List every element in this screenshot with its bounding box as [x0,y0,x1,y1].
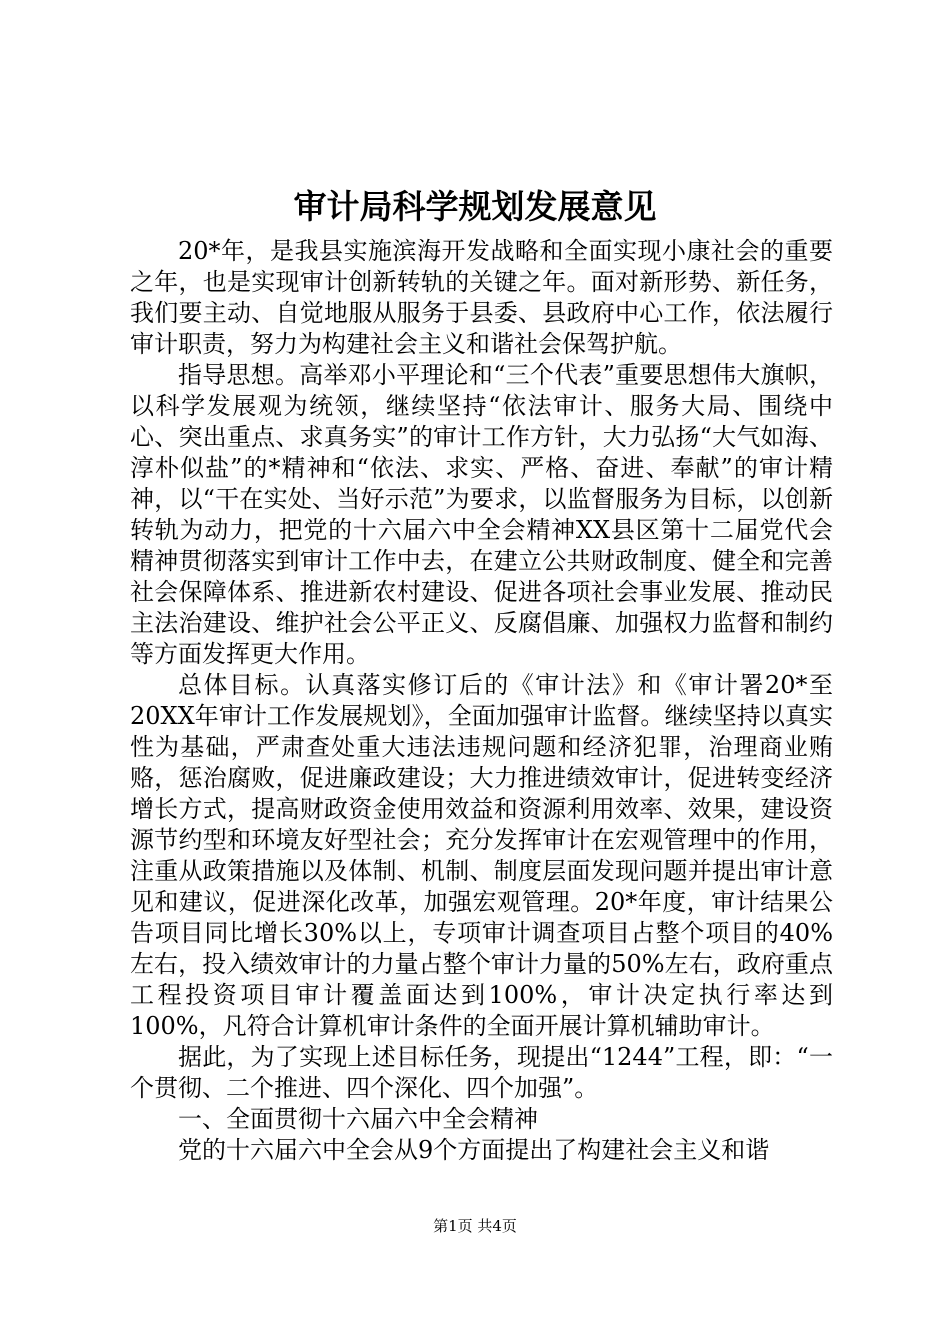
paragraph-guiding-thought: 指导思想。高举邓小平理论和“三个代表”重要思想伟大旗帜，以科学发展观为统领，继续坚持“依法审计、服务大局、围绕中心、突出重点、求真务实”的审计工作方针，大力弘扬“大气如海、淳朴似盐”的*精神和“依法、求实、严格、奋进、奉献”的审计精神，以“干在实处、当好示范”为要求，以监督服务为目标，以创新转轨为动力，把党的十六届六中全会精神XX县区第十二届党代会精神贯彻落实到审计工作中去，在建立公共财政制度、健全和完善社会保障体系、推进新农村建设、促进各项社会事业发展、推动民主法治建设、维护社会公平正义、反腐倡廉、加强权力监督和制约等方面发挥更大作用。 [130,361,833,668]
section-heading-1: 一、全面贯彻十六届六中全会精神 [178,1105,538,1133]
paragraph-intro: 20*年，是我县实施滨海开发战略和全面实现小康社会的重要之年，也是实现审计创新转轨的关键之年。面对新形势、新任务，我们要主动、自觉地服从服务于县委、县政府中心工作，依法履行审计职责，努力为构建社会主义和谐社会保驾护航。 [130,237,833,358]
document-title: 审计局科学规划发展意见 [293,187,657,226]
paragraph-overall-goal: 总体目标。认真落实修订后的《审计法》和《审计署20*至20XX年审计工作发展规划》，全面加强审计监督。继续坚持以真实性为基础，严肃查处重大违法违规问题和经济犯罪，治理商业贿赂，惩治腐败，促进廉政建设；大力推进绩效审计，促进转变经济增长方式，提高财政资金使用效益和资源利用效率、效果，建设资源节约型和环境友好型社会；充分发挥审计在宏观管理中的作用，注重从政策措施以及体制、机制、制度层面发现问题并提出审计意见和建议，促进深化改革，加强宏观管理。20*年度，审计结果公告项目同比增长30%以上，专项审计调查项目占整个项目的40%左右，投入绩效审计的力量占整个审计力量的50%左右，政府重点工程投资项目审计覆盖面达到100%，审计决定执行率达到100%，凡符合计算机审计条件的全面开展计算机辅助审计。 [130,671,833,1040]
page-number-footer: 第1页 共4页 [433,1217,517,1235]
document-body [130,236,833,1166]
paragraph-project-1244: 据此，为了实现上述目标任务，现提出“1244”工程，即：“一个贯彻、二个推进、四个深化、四个加强”。 [130,1043,833,1102]
paragraph-section-1: 党的十六届六中全会从9个方面提出了构建社会主义和谐 [178,1136,770,1164]
